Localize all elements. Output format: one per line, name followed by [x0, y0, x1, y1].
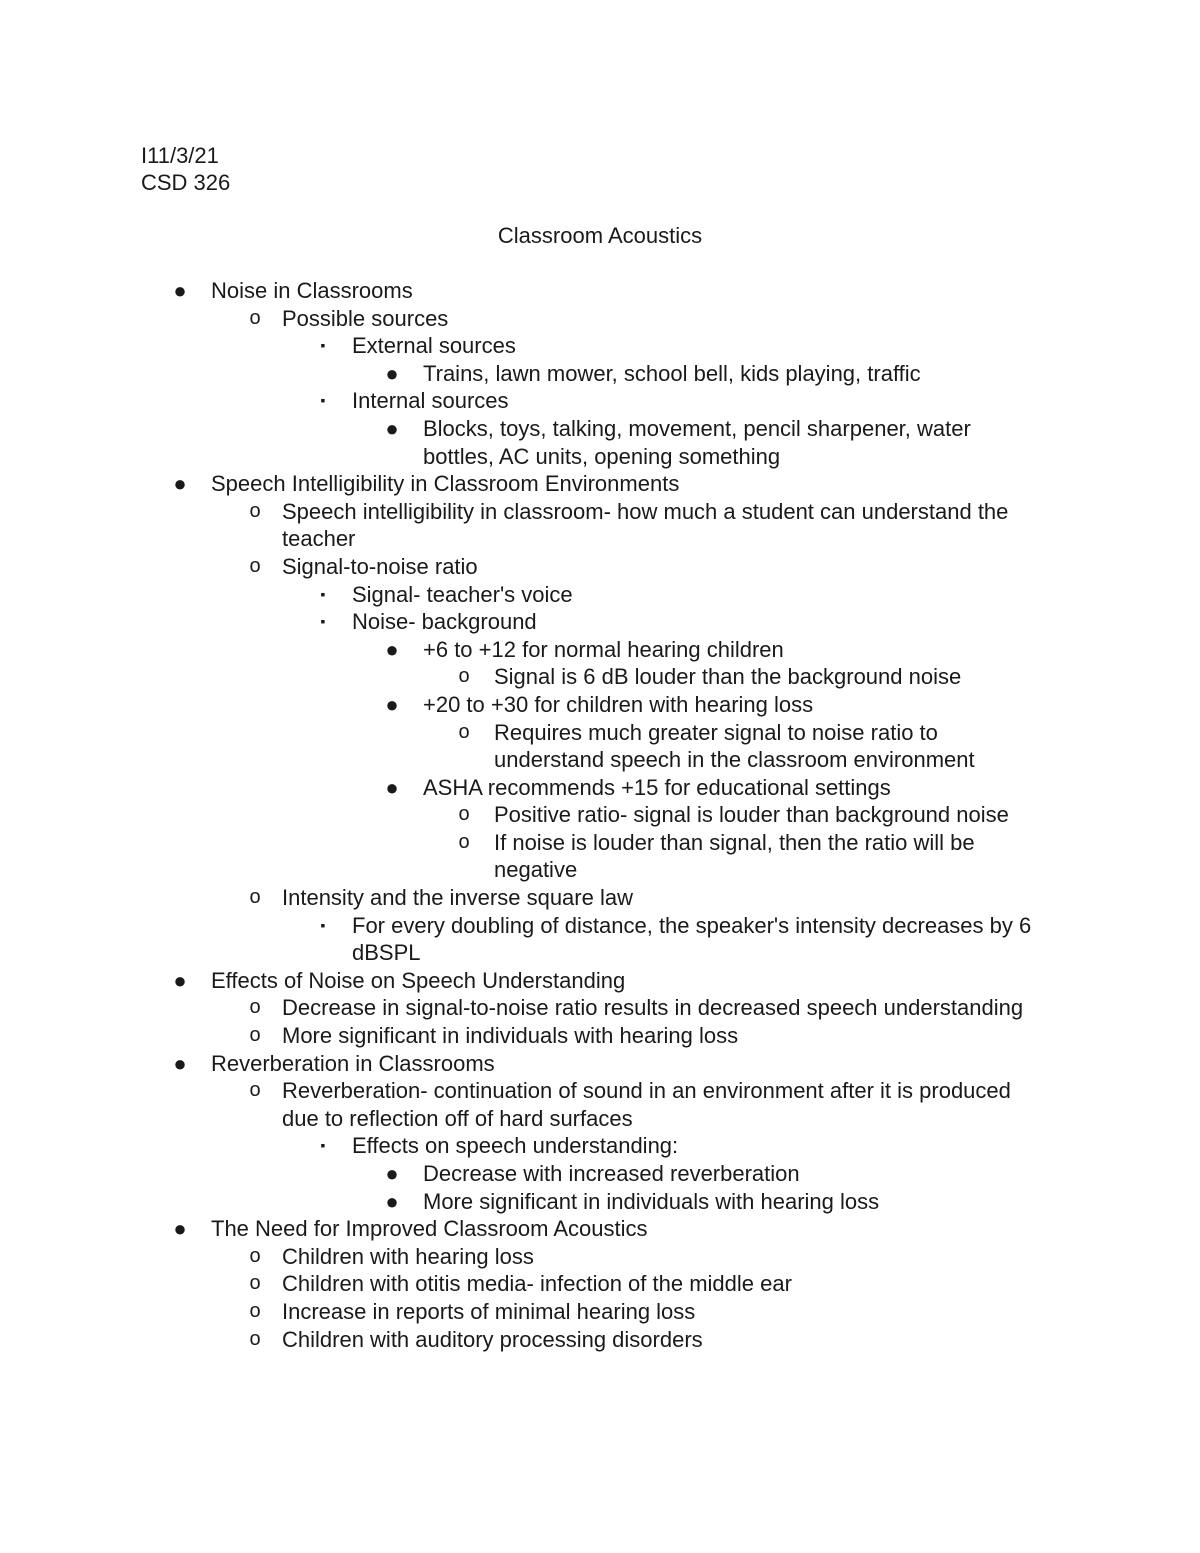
outline-item-level-5: [0, 801, 1200, 829]
bullet-icon: ●: [385, 774, 399, 800]
outline-item-level-2: [0, 994, 1200, 1022]
bullet-icon: ●: [173, 1050, 187, 1076]
outline-item-text: Reverberation in Classrooms: [211, 1050, 495, 1076]
outline-item-text: Speech intelligibility in classroom- how much a student can understand the teacher: [282, 498, 1009, 552]
outline-item-text: The Need for Improved Classroom Acoustics: [211, 1216, 648, 1242]
outline-item-text: Decrease in signal-to-noise ratio results in decreased speech understanding: [282, 995, 1024, 1021]
bullet-icon: o: [249, 499, 261, 522]
outline-item-level-2: [0, 1298, 1200, 1326]
date-line: I11/3/21: [141, 143, 219, 168]
outline-item-text: If noise is louder than signal, then the ratio will be negative: [494, 829, 975, 883]
bullet-icon: o: [249, 1244, 261, 1267]
outline-item-text: Signal is 6 dB louder than the background noise: [494, 664, 962, 690]
outline-item-level-3: [0, 332, 1200, 360]
outline-item-text: ASHA recommends +15 for educational settings: [423, 774, 891, 800]
bullet-icon: o: [249, 886, 261, 909]
outline-item-level-2: [0, 1077, 1200, 1132]
bullet-icon: ▪: [320, 1137, 326, 1154]
bullet-icon: ●: [385, 1161, 399, 1186]
outline-item-level-4: [0, 691, 1200, 719]
bullet-icon: ●: [385, 415, 399, 441]
outline-item-text: Reverberation- continuation of sound in an environment after it is produced due to reflection off of hard surfaces: [282, 1078, 1011, 1131]
bullet-icon: o: [249, 554, 261, 577]
bullet-icon: ●: [385, 636, 399, 662]
outline-item-level-2: [0, 1326, 1200, 1354]
outline-item-level-2: [0, 305, 1200, 333]
outline-item-text: Intensity and the inverse square law: [282, 885, 633, 911]
bullet-icon: ▪: [320, 916, 326, 933]
notes-outline: [0, 277, 1200, 1353]
bullet-icon: o: [249, 1024, 261, 1047]
outline-item-text: More significant in individuals with hearing loss: [282, 1023, 739, 1049]
outline-item-level-2: [0, 884, 1200, 912]
outline-item-level-4: [0, 1160, 1200, 1188]
bullet-icon: ●: [385, 691, 399, 717]
outline-item-level-3: [0, 1132, 1200, 1160]
outline-item-level-5: [0, 829, 1200, 884]
outline-item-text: Requires much greater signal to noise ratio to understand speech in the classroom environment: [494, 719, 975, 773]
outline-item-text: Signal- teacher's voice: [352, 581, 573, 607]
outline-item-level-3: [0, 912, 1200, 967]
outline-item-text: Trains, lawn mower, school bell, kids playing, traffic: [423, 360, 921, 386]
outline-item-text: +20 to +30 for children with hearing loss: [423, 691, 814, 717]
outline-item-level-4: [0, 774, 1200, 802]
outline-item-text: Children with otitis media- infection of the middle ear: [282, 1271, 792, 1297]
outline-item-text: Internal sources: [352, 388, 509, 414]
bullet-icon: o: [249, 1272, 261, 1295]
bullet-icon: ●: [173, 1216, 187, 1242]
bullet-icon: o: [458, 720, 470, 743]
bullet-icon: o: [458, 830, 470, 853]
outline-item-text: Increase in reports of minimal hearing loss: [282, 1298, 696, 1324]
outline-item-text: Effects of Noise on Speech Understanding: [211, 967, 626, 993]
outline-item-text: For every doubling of distance, the speaker's intensity decreases by 6 dBSPL: [352, 912, 1032, 966]
bullet-icon: ●: [173, 967, 187, 993]
bullet-icon: ▪: [320, 392, 326, 409]
outline-item-level-1: [0, 277, 1200, 305]
bullet-icon: o: [458, 803, 470, 826]
outline-item-level-2: [0, 1243, 1200, 1271]
outline-item-text: Blocks, toys, talking, movement, pencil sharpener, water bottles, AC units, opening something: [423, 415, 971, 469]
outline-item-text: Children with auditory processing disorders: [282, 1326, 703, 1352]
outline-item-text: Positive ratio- signal is louder than background noise: [494, 802, 1009, 828]
outline-item-text: +6 to +12 for normal hearing children: [423, 636, 784, 662]
outline-item-level-3: [0, 581, 1200, 609]
bullet-icon: ●: [173, 278, 187, 303]
outline-item-level-4: [0, 636, 1200, 664]
bullet-icon: o: [249, 996, 261, 1019]
outline-item-text: Signal-to-noise ratio: [282, 553, 478, 579]
outline-item-level-2: [0, 498, 1200, 553]
outline-item-text: External sources: [352, 333, 516, 359]
outline-item-level-4: [0, 415, 1200, 470]
course-line: CSD 326: [141, 170, 231, 195]
bullet-icon: ▪: [320, 337, 326, 354]
bullet-icon: ▪: [320, 585, 326, 602]
outline-item-level-1: [0, 1050, 1200, 1078]
outline-item-text: Speech Intelligibility in Classroom Environments: [211, 471, 680, 497]
outline-item-text: Effects on speech understanding:: [352, 1133, 679, 1159]
outline-item-level-1: [0, 470, 1200, 498]
outline-item-text: Noise in Classrooms: [211, 278, 413, 303]
bullet-icon: o: [458, 665, 470, 688]
outline-item-level-1: [0, 1215, 1200, 1243]
bullet-icon: ●: [385, 360, 399, 386]
bullet-icon: o: [249, 1079, 261, 1102]
outline-item-level-3: [0, 608, 1200, 636]
outline-item-text: Children with hearing loss: [282, 1243, 534, 1269]
bullet-icon: o: [249, 1299, 261, 1322]
outline-item-level-1: [0, 967, 1200, 995]
bullet-icon: ●: [385, 1188, 399, 1214]
outline-item-level-3: [0, 387, 1200, 415]
outline-item-level-2: [0, 1022, 1200, 1050]
outline-item-text: Noise- background: [352, 609, 537, 635]
bullet-icon: o: [249, 306, 261, 329]
bullet-icon: o: [249, 1327, 261, 1350]
outline-item-level-2: [0, 553, 1200, 581]
bullet-icon: ●: [173, 471, 187, 497]
outline-item-level-4: [0, 1188, 1200, 1216]
outline-item-level-2: [0, 1270, 1200, 1298]
bullet-icon: ▪: [320, 613, 326, 630]
outline-item-text: Decrease with increased reverberation: [423, 1161, 800, 1186]
outline-item-text: Possible sources: [282, 305, 449, 331]
outline-item-text: More significant in individuals with hearing loss: [423, 1188, 880, 1214]
outline-item-level-5: [0, 663, 1200, 691]
outline-item-level-5: [0, 719, 1200, 774]
outline-item-level-4: [0, 360, 1200, 388]
document-title: Classroom Acoustics: [497, 223, 703, 248]
